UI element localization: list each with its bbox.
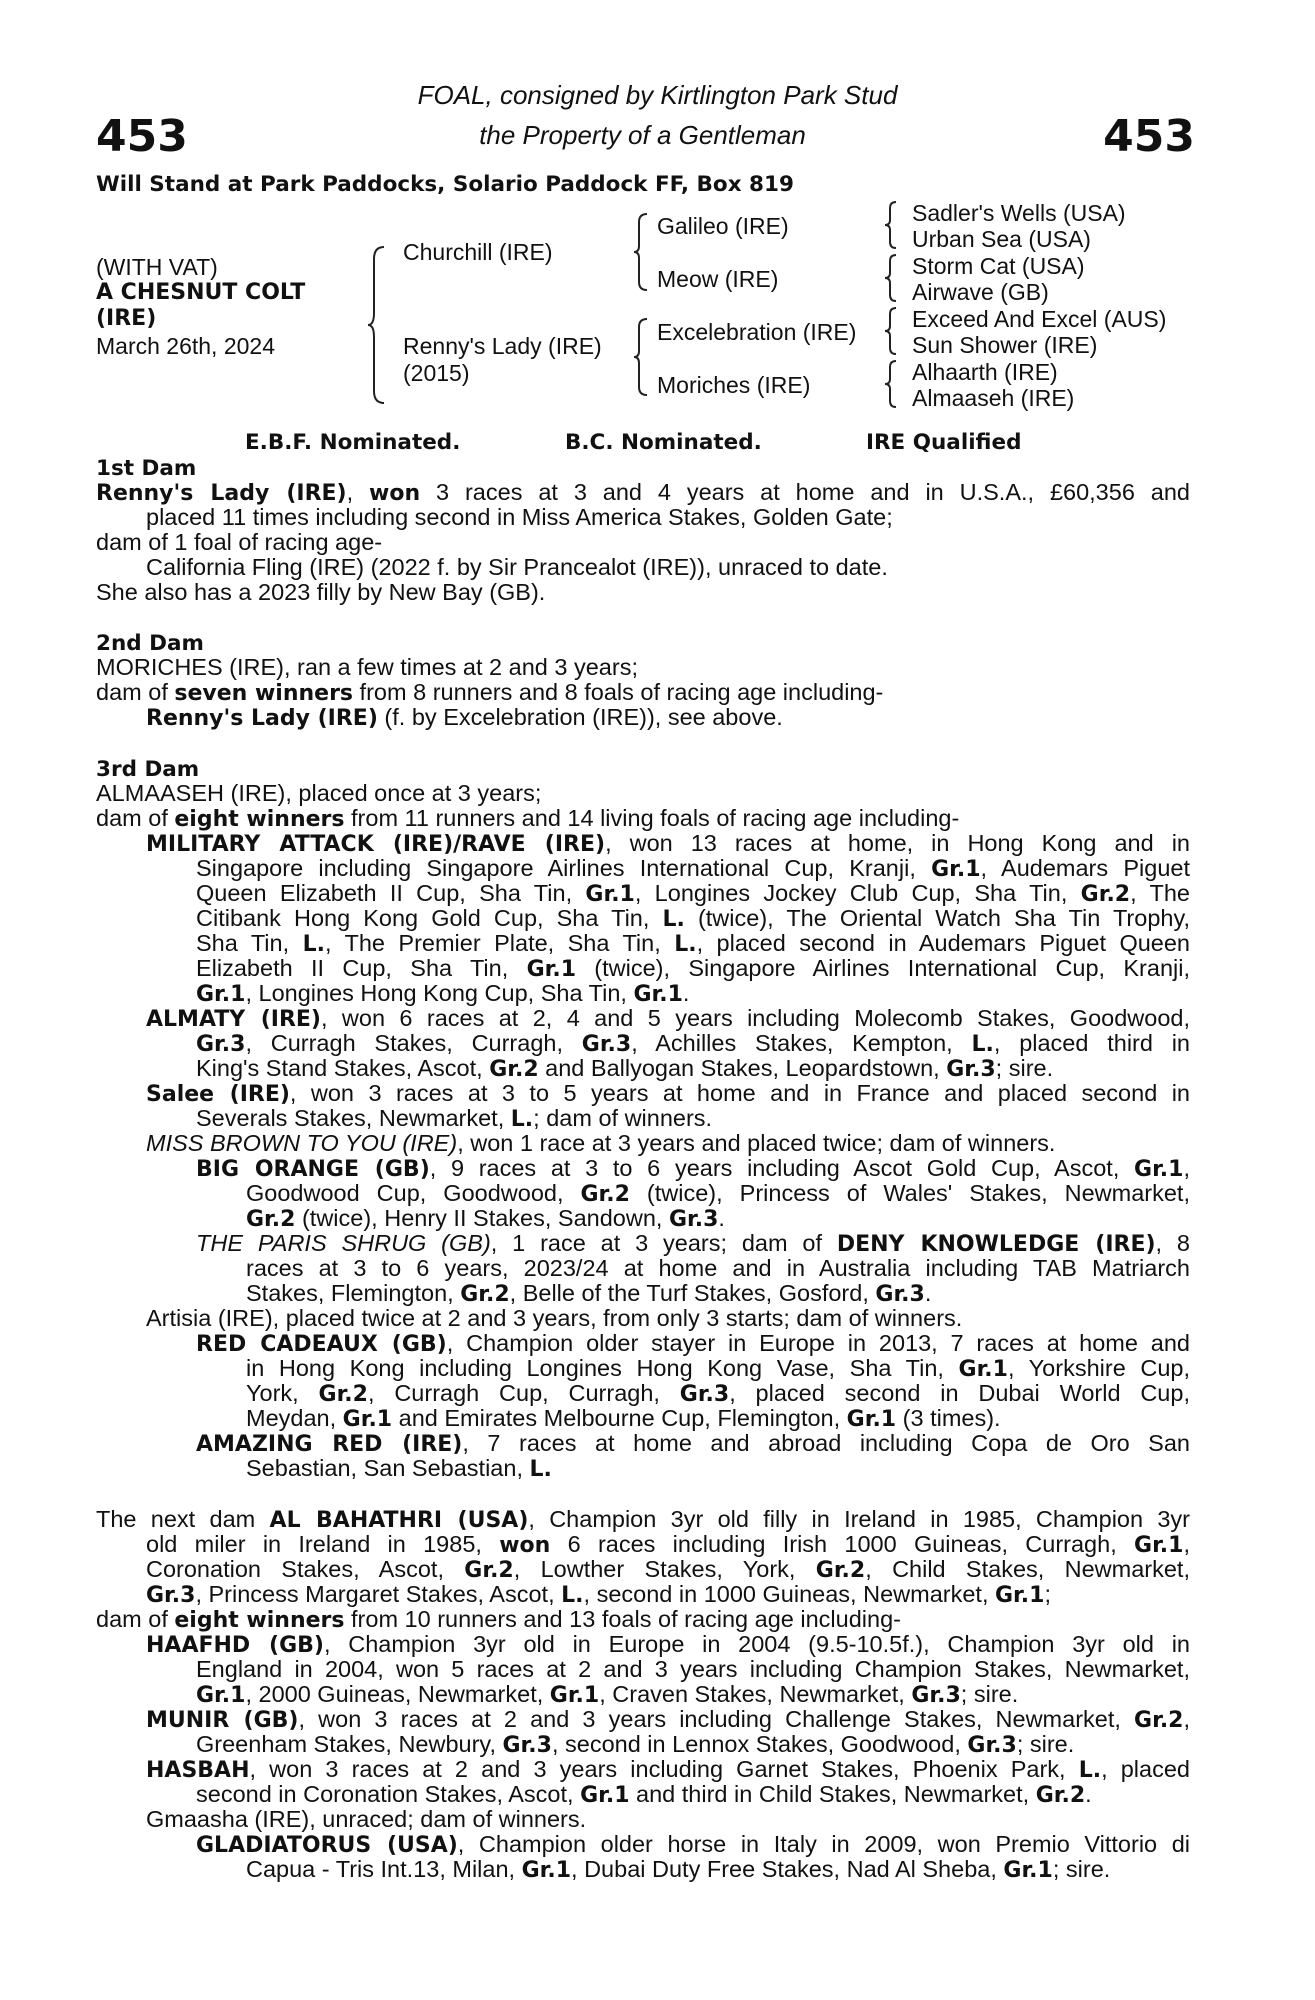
third-dam-line xyxy=(246,1381,1190,1406)
text-run: ; dam of winners. xyxy=(533,1105,713,1131)
next-dam-line xyxy=(196,1782,1092,1808)
bold-text: Gr.2 xyxy=(246,1207,296,1232)
text-run: , Longines Jockey Club Cup, Sha Tin, xyxy=(634,881,1081,906)
ebf-badge: E.B.F. Nominated. xyxy=(245,430,461,455)
text-run: Singapore including Singapore Airlines International Cup, Kranji, xyxy=(196,856,932,881)
text-run: ; sire. xyxy=(995,1055,1054,1081)
bold-text: Gr.2 xyxy=(318,1382,368,1407)
third-dam-line xyxy=(196,1031,1190,1056)
property-line: the Property of a Gentleman xyxy=(479,120,806,150)
text-run: and Ballyogan Stakes, Leopardstown, xyxy=(538,1055,947,1081)
text-run: York, xyxy=(246,1381,319,1406)
third-dam-line xyxy=(96,781,541,806)
pedigree-brace-sire xyxy=(632,212,650,292)
text-run: , Belle of the Turf Stakes, Gosford, xyxy=(509,1280,876,1306)
third-dam-line xyxy=(246,1281,931,1307)
second-dam-line xyxy=(96,655,638,680)
dam-year: (2015) xyxy=(403,360,470,386)
horse-name: A CHESNUT COLT xyxy=(96,280,306,305)
bold-text: AMAZING RED (IRE) xyxy=(196,1432,463,1457)
bold-text: Gr.1 xyxy=(196,982,246,1007)
bold-text: Gr.1 xyxy=(1134,1157,1184,1182)
text-run: dam of xyxy=(96,1606,175,1632)
text-run: , won 3 races at 2 and 3 years including Garnet Stakes, Phoenix Park, xyxy=(249,1757,1079,1782)
third-dam-line xyxy=(196,1431,1190,1456)
next-dam-line xyxy=(196,1732,1074,1758)
bold-text: HASBAH xyxy=(146,1758,250,1783)
bold-text: Gr.3 xyxy=(967,1733,1017,1758)
text-run: , Audemars Piguet xyxy=(980,856,1190,881)
next-dam-line xyxy=(196,1682,1018,1708)
text-run: Sebastian, San Sebastian, xyxy=(246,1455,530,1481)
bold-text: Gr.1 xyxy=(633,982,683,1007)
first-dam-line xyxy=(146,505,893,530)
bold-text: Gr.1 xyxy=(521,1858,572,1883)
third-dam-line xyxy=(196,1106,712,1132)
text-run: placed 11 times including second in Miss America Stakes, Golden Gate; xyxy=(146,504,893,530)
text-run: (twice), The Oriental Watch Sha Tin Trophy, xyxy=(684,906,1190,931)
sire-name: Churchill (IRE) xyxy=(403,239,553,265)
text-run: , Curragh Cup, Curragh, xyxy=(367,1381,680,1406)
bold-text: MILITARY ATTACK (IRE)/RAVE (IRE) xyxy=(146,832,606,857)
bold-text: Gr.1 xyxy=(342,1407,393,1432)
bold-text: Gr.3 xyxy=(946,1057,996,1082)
text-run: and third in Child Stakes, Newmarket, xyxy=(629,1781,1036,1807)
text-run: . xyxy=(924,1280,932,1306)
third-dam-line xyxy=(196,1231,1190,1256)
bold-text: Renny's Lady (IRE) xyxy=(96,481,347,506)
text-run: from 8 runners and 8 foals of racing age including- xyxy=(353,679,884,705)
bold-text: Gr.1 xyxy=(931,857,981,882)
third-dam-line xyxy=(146,831,1190,856)
third-dam-line xyxy=(196,881,1190,906)
dd-sire: Alhaarth (IRE) xyxy=(912,359,1058,385)
text-run: and Emirates Melbourne Cup, Flemington, xyxy=(392,1405,847,1431)
third-dam-line xyxy=(96,806,959,832)
third-dam-line xyxy=(196,1156,1190,1181)
bold-text: Gr.1 xyxy=(549,1683,600,1708)
next-dam-line xyxy=(246,1857,1110,1883)
bold-text: Gr.1 xyxy=(585,882,635,907)
next-dam-line xyxy=(146,1557,1190,1582)
bold-text: Gr.3 xyxy=(196,1032,246,1057)
consignor-line: FOAL, consigned by Kirtlington Park Stud xyxy=(417,80,898,110)
bold-text: Gr.1 xyxy=(580,1783,630,1808)
bold-text: L. xyxy=(561,1583,584,1608)
text-run: from 11 runners and 14 living foals of racing age including- xyxy=(344,805,960,831)
text-run: MORICHES (IRE), ran a few times at 2 and 3 years; xyxy=(96,654,638,680)
third-dam-line xyxy=(196,931,1190,956)
bold-text: Gr.2 xyxy=(580,1182,630,1207)
next-dam-line xyxy=(96,1607,901,1633)
text-run: Elizabeth II Cup, Sha Tin, xyxy=(196,956,527,981)
text-run: Capua - Tris Int.13, Milan, xyxy=(246,1856,522,1882)
text-run: from 10 runners and 13 foals of racing age including- xyxy=(344,1606,901,1632)
text-run: , The xyxy=(1130,881,1190,906)
text-run: ; xyxy=(1044,1581,1051,1607)
lot-number-left: 453 xyxy=(96,111,188,162)
ire-badge: IRE Qualified xyxy=(866,430,1022,455)
third-dam-line xyxy=(146,1306,962,1331)
vat-label: (WITH VAT) xyxy=(96,254,218,280)
pedigree-brace-ss xyxy=(883,200,899,250)
text-run: ; sire. xyxy=(960,1681,1019,1707)
sd-sire: Storm Cat (USA) xyxy=(912,253,1085,279)
text-run: , Lowther Stakes, York, xyxy=(513,1557,816,1582)
bold-text: won xyxy=(369,481,421,506)
text-run: California Fling (IRE) (2022 f. by Sir Prancealot (IRE)), unraced to date. xyxy=(146,554,888,580)
text-run: Stakes, Flemington, xyxy=(246,1280,461,1306)
text-run: Coronation Stakes, Ascot, xyxy=(146,1557,465,1582)
bold-text: eight winners xyxy=(174,1608,345,1633)
text-run: , won 1 race at 3 years and placed twice; dam of winners. xyxy=(457,1130,1056,1156)
third-dam-line xyxy=(246,1256,1190,1281)
second-dam-line xyxy=(146,705,783,731)
bold-text: ALMATY (IRE) xyxy=(146,1007,321,1032)
bold-text: Salee (IRE) xyxy=(146,1082,290,1107)
text-run: Queen Elizabeth II Cup, Sha Tin, xyxy=(196,881,586,906)
bold-text: Gr.1 xyxy=(846,1407,897,1432)
text-run: . xyxy=(1085,1781,1092,1807)
bold-text: Gr.3 xyxy=(875,1282,925,1307)
third-dam-line xyxy=(246,1406,1001,1432)
pedigree-brace-main xyxy=(366,245,388,405)
date-of-birth: March 26th, 2024 xyxy=(96,333,276,359)
third-dam-line xyxy=(146,1131,1055,1156)
ds-sire: Exceed And Excel (AUS) xyxy=(912,306,1167,332)
text-run: , Achilles Stakes, Kempton, xyxy=(631,1031,972,1056)
third-dam-line xyxy=(246,1456,552,1482)
third-dam-line xyxy=(146,1081,1190,1106)
bold-text: Gr.1 xyxy=(958,1357,1008,1382)
text-run: dam of xyxy=(96,679,175,705)
text-run: Gmaasha (IRE), unraced; dam of winners. xyxy=(146,1806,587,1832)
lot-number-right: 453 xyxy=(1103,111,1195,162)
bold-text: Gr.2 xyxy=(1134,1708,1184,1733)
section-heading-third-dam: 3rd Dam xyxy=(96,757,200,782)
text-run: , second in 1000 Guineas, Newmarket, xyxy=(583,1581,995,1607)
first-dam-line xyxy=(146,555,888,580)
bold-text: RED CADEAUX (GB) xyxy=(196,1332,447,1357)
third-dam-line xyxy=(196,906,1190,931)
stand-location: Will Stand at Park Paddocks, Solario Paddock FF, Box 819 xyxy=(96,172,794,197)
sire-dam: Meow (IRE) xyxy=(657,266,779,292)
first-dam-line xyxy=(96,480,1190,505)
bold-text: Gr.2 xyxy=(1035,1783,1086,1808)
text-run: , Longines Hong Kong Cup, Sha Tin, xyxy=(245,980,634,1006)
text-run: , Craven Stakes, Newmarket, xyxy=(599,1681,912,1707)
text-run: , Princess Margaret Stakes, Ascot, xyxy=(195,1581,562,1607)
third-dam-line xyxy=(196,1331,1190,1356)
text-run: Artisia (IRE), placed twice at 2 and 3 years, from only 3 starts; dam of winners. xyxy=(146,1305,963,1331)
bold-text: seven winners xyxy=(174,681,354,706)
bold-text: L. xyxy=(1078,1758,1102,1783)
next-dam-line xyxy=(146,1757,1190,1782)
ds-dam: Sun Shower (IRE) xyxy=(912,332,1098,358)
text-run: old miler in Ireland in 1985, xyxy=(146,1532,500,1557)
text-run: , won 3 races at 3 to 5 years at home and in France and placed second in xyxy=(289,1081,1190,1106)
text-run: , Champion older horse in Italy in 2009, won Premio Vittorio di xyxy=(457,1832,1190,1857)
text-run: dam of 1 foal of racing age- xyxy=(96,529,383,555)
text-run: ALMAASEH (IRE), placed once at 3 years; xyxy=(96,780,542,806)
bold-text: AL BAHATHRI (USA) xyxy=(269,1508,529,1533)
bold-text: Gr.1 xyxy=(995,1583,1045,1608)
bold-text: Gr.3 xyxy=(146,1583,196,1608)
text-run: , placed third in xyxy=(993,1031,1190,1056)
next-dam-line xyxy=(146,1532,1190,1557)
bold-text: L. xyxy=(971,1032,994,1057)
bold-text: Gr.2 xyxy=(464,1558,514,1583)
text-run: dam of xyxy=(96,805,175,831)
text-run: She also has a 2023 filly by New Bay (GB). xyxy=(96,579,546,605)
text-run: , won 6 races at 2, 4 and 5 years including Molecomb Stakes, Goodwood, xyxy=(320,1006,1190,1031)
text-run: England in 2004, won 5 races at 2 and 3 years including Champion Stakes, Newmarket, xyxy=(196,1657,1190,1682)
text-run: second in Coronation Stakes, Ascot, xyxy=(196,1781,581,1807)
italic-text: MISS BROWN TO YOU (IRE) xyxy=(146,1130,458,1156)
pedigree-brace-dam xyxy=(632,317,650,397)
text-run: , 7 races at home and abroad including Copa de Oro San xyxy=(462,1431,1190,1456)
text-run: (twice), Henry II Stakes, Sandown, xyxy=(295,1205,669,1231)
text-run: Sha Tin, xyxy=(196,931,303,956)
bold-text: Gr.3 xyxy=(581,1032,632,1057)
text-run: , Dubai Duty Free Stakes, Nad Al Sheba, xyxy=(571,1856,1004,1882)
text-run: , Yorkshire Cup, xyxy=(1007,1356,1190,1381)
bold-text: L. xyxy=(510,1107,534,1132)
text-run: Meydan, xyxy=(246,1405,343,1431)
next-dam-line xyxy=(196,1832,1190,1857)
text-run: Citibank Hong Kong Gold Cup, Sha Tin, xyxy=(196,906,663,931)
third-dam-line xyxy=(246,1181,1190,1206)
text-run: . xyxy=(718,1205,725,1231)
text-run: (3 times). xyxy=(896,1405,1001,1431)
horse-name-origin: (IRE) xyxy=(96,306,157,331)
next-dam-line xyxy=(146,1807,586,1832)
first-dam-line xyxy=(96,530,382,555)
third-dam-line xyxy=(146,1006,1190,1031)
bold-text: eight winners xyxy=(174,807,345,832)
section-heading-first-dam: 1st Dam xyxy=(96,456,197,481)
ss-dam: Urban Sea (USA) xyxy=(912,226,1091,252)
text-run: . xyxy=(682,980,690,1006)
text-run: , The Premier Plate, Sha Tin, xyxy=(324,931,675,956)
bold-text: HAAFHD (GB) xyxy=(146,1633,324,1658)
text-run: , 1 race at 3 years; dam of xyxy=(490,1231,837,1256)
bold-text: L. xyxy=(302,932,325,957)
text-run: , 8 xyxy=(1155,1231,1190,1256)
text-run: , Curragh Stakes, Curragh, xyxy=(245,1031,582,1056)
pedigree-brace-ds xyxy=(883,306,899,356)
bold-text: Gr.2 xyxy=(815,1558,866,1583)
third-dam-line xyxy=(196,856,1190,881)
text-run: , second in Lennox Stakes, Goodwood, xyxy=(551,1731,968,1757)
text-run: Goodwood Cup, Goodwood, xyxy=(246,1181,581,1206)
next-dam-line xyxy=(96,1507,1190,1532)
text-run: King's Stand Stakes, Ascot, xyxy=(196,1055,490,1081)
bold-text: L. xyxy=(662,907,685,932)
bold-text: Renny's Lady (IRE) xyxy=(146,706,378,731)
third-dam-line xyxy=(246,1356,1190,1381)
text-run: , 9 races at 3 to 6 years including Ascot Gold Cup, Ascot, xyxy=(429,1156,1135,1181)
text-run: (twice), Princess of Wales' Stakes, Newmarket, xyxy=(629,1181,1190,1206)
bold-text: Gr.1 xyxy=(1003,1858,1053,1883)
text-run: races at 3 to 6 years, 2023/24 at home and in Australia including TAB Matriarch xyxy=(246,1256,1190,1281)
text-run: ; sire. xyxy=(1016,1731,1075,1757)
dam-name: Renny's Lady (IRE) xyxy=(403,333,602,359)
second-dam-line xyxy=(96,680,883,706)
text-run: ; sire. xyxy=(1052,1856,1111,1882)
bold-text: MUNIR (GB) xyxy=(146,1708,299,1733)
text-run: , placed second in Audemars Piguet Queen xyxy=(696,931,1190,956)
bc-badge: B.C. Nominated. xyxy=(565,430,762,455)
text-run: , Child Stakes, Newmarket, xyxy=(865,1557,1190,1582)
bold-text: Gr.1 xyxy=(1134,1533,1184,1558)
bold-text: GLADIATORUS (USA) xyxy=(196,1833,458,1858)
text-run: , won 3 races at 2 and 3 years including Challenge Stakes, Newmarket, xyxy=(298,1707,1135,1732)
text-run: , xyxy=(1183,1156,1190,1181)
bold-text: Gr.1 xyxy=(526,957,576,982)
bold-text: L. xyxy=(529,1457,552,1482)
bold-text: Gr.3 xyxy=(679,1382,730,1407)
text-run: 3 races at 3 and 4 years at home and in U.S.A., £60,356 and xyxy=(420,480,1190,505)
text-run: Greenham Stakes, Newbury, xyxy=(196,1731,503,1757)
text-run: The next dam xyxy=(96,1507,270,1532)
bold-text: Gr.3 xyxy=(911,1683,961,1708)
text-run: , placed xyxy=(1101,1757,1190,1782)
pedigree-brace-sd xyxy=(883,253,899,303)
next-dam-line xyxy=(146,1582,1051,1608)
sd-dam: Airwave (GB) xyxy=(912,279,1049,305)
bold-text: Gr.1 xyxy=(196,1683,246,1708)
bold-text: Gr.2 xyxy=(1080,882,1131,907)
bold-text: Gr.2 xyxy=(460,1282,510,1307)
text-run: , won 13 races at home, in Hong Kong and in xyxy=(605,831,1190,856)
text-run: , Champion 3yr old in Europe in 2004 (9.5-10.5f.), Champion 3yr old in xyxy=(323,1632,1190,1657)
text-run: (f. by Excelebration (IRE)), see above. xyxy=(377,704,783,730)
bold-text: BIG ORANGE (GB) xyxy=(196,1157,430,1182)
text-run: in Hong Kong including Longines Hong Kong Vase, Sha Tin, xyxy=(246,1356,959,1381)
text-run: Severals Stakes, Newmarket, xyxy=(196,1105,511,1131)
italic-text: THE PARIS SHRUG (GB) xyxy=(196,1231,491,1256)
next-dam-line xyxy=(196,1657,1190,1682)
third-dam-line xyxy=(196,981,689,1007)
bold-text: L. xyxy=(674,932,697,957)
text-run: , xyxy=(1183,1532,1190,1557)
dd-dam: Almaaseh (IRE) xyxy=(912,385,1075,411)
pedigree-brace-dd xyxy=(883,359,899,409)
sire-sire: Galileo (IRE) xyxy=(657,213,789,239)
first-dam-line xyxy=(96,580,545,605)
third-dam-line xyxy=(196,956,1190,981)
dam-sire: Excelebration (IRE) xyxy=(657,319,857,345)
text-run: , xyxy=(346,480,370,505)
bold-text: Gr.2 xyxy=(489,1057,539,1082)
ss-sire: Sadler's Wells (USA) xyxy=(912,200,1126,226)
next-dam-line xyxy=(146,1707,1190,1732)
dam-dam: Moriches (IRE) xyxy=(657,372,811,398)
text-run: , xyxy=(1183,1707,1190,1732)
bold-text: Gr.3 xyxy=(668,1207,719,1232)
section-heading-second-dam: 2nd Dam xyxy=(96,631,204,656)
bold-text: won xyxy=(499,1533,551,1558)
text-run: , Champion older stayer in Europe in 2013, 7 races at home and xyxy=(446,1331,1190,1356)
bold-text: Gr.3 xyxy=(502,1733,552,1758)
bold-text: DENY KNOWLEDGE (IRE) xyxy=(836,1232,1156,1257)
next-dam-line xyxy=(146,1632,1190,1657)
text-run: 6 races including Irish 1000 Guineas, Curragh, xyxy=(550,1532,1135,1557)
text-run: , Champion 3yr old filly in Ireland in 1985, Champion 3yr xyxy=(528,1507,1190,1532)
third-dam-line xyxy=(246,1206,725,1232)
text-run: , placed second in Dubai World Cup, xyxy=(729,1381,1190,1406)
text-run: (twice), Singapore Airlines International Cup, Kranji, xyxy=(576,956,1190,981)
text-run: , 2000 Guineas, Newmarket, xyxy=(245,1681,550,1707)
third-dam-line xyxy=(196,1056,1053,1082)
